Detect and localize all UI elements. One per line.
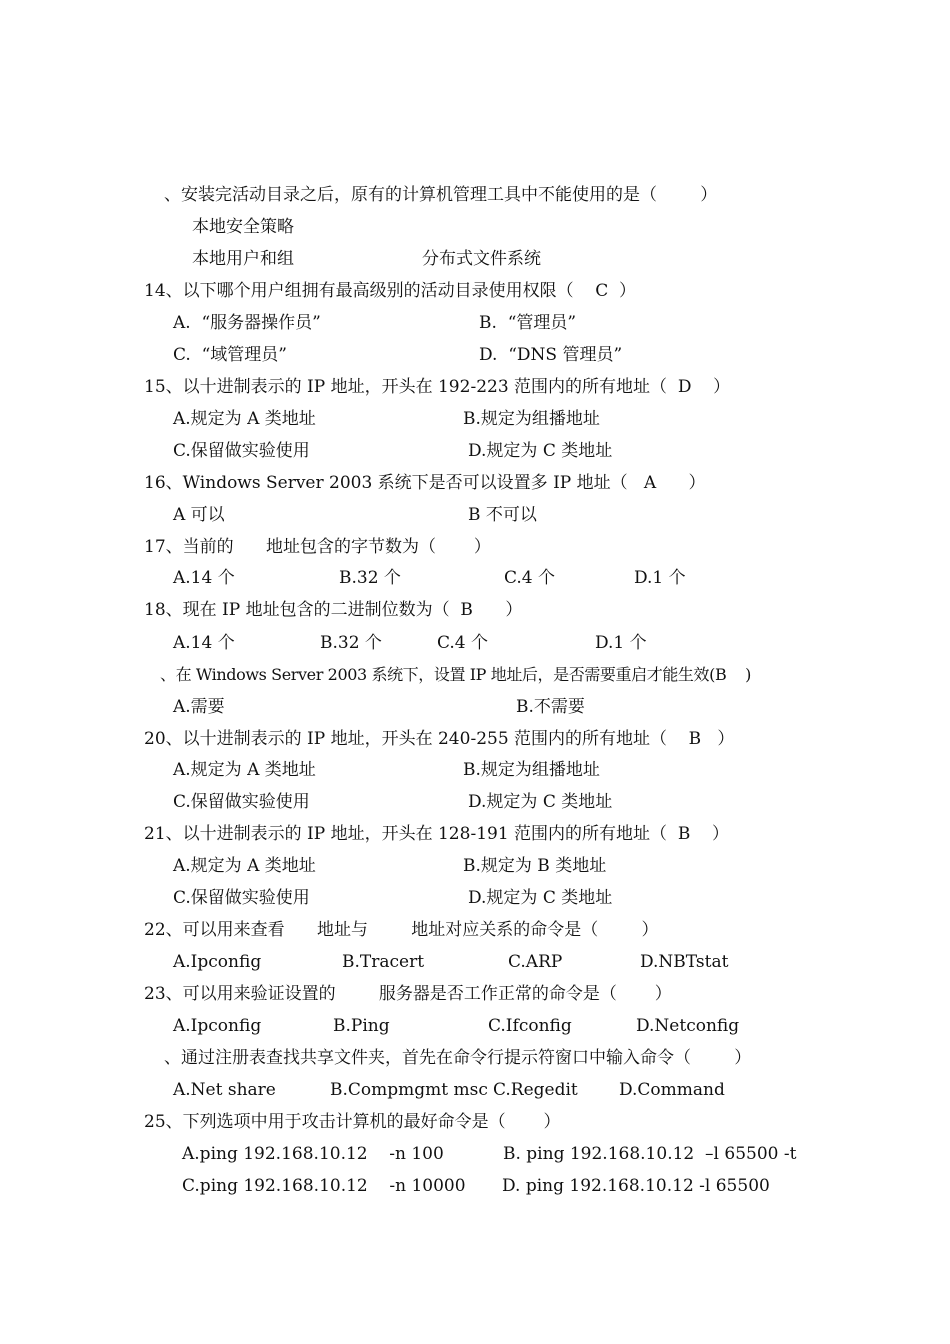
answer-option: B.Compmgmt msc xyxy=(330,1080,488,1100)
answer-option: B. ping 192.168.10.12 –l 65500 -t xyxy=(503,1144,797,1164)
question-stem: 14、以下哪个用户组拥有最高级别的活动目录使用权限（ C ） xyxy=(144,281,637,301)
answer-option: D.Command xyxy=(619,1080,725,1100)
question-stem: 18、现在 IP 地址包含的二进制位数为（ B ） xyxy=(144,600,523,620)
answer-option: A.Ipconfig xyxy=(173,952,262,972)
question-stem: 17、当前的 地址包含的字节数为（ ） xyxy=(144,537,491,557)
answer-option: B.规定为 B 类地址 xyxy=(463,856,607,876)
answer-option: D.NBTstat xyxy=(640,952,729,972)
answer-option: A.需要 xyxy=(173,697,225,717)
answer-option: B.32 个 xyxy=(320,633,382,653)
answer-option: B 不可以 xyxy=(468,505,537,525)
answer-option: D. ping 192.168.10.12 -l 65500 xyxy=(502,1176,770,1196)
question-stem: 22、可以用来查看 地址与 地址对应关系的命令是（ ） xyxy=(144,920,659,940)
answer-option: C.ARP xyxy=(508,952,563,972)
answer-option: A.Net share xyxy=(173,1080,276,1100)
answer-option: C.保留做实验使用 xyxy=(173,888,310,908)
answer-option: A.规定为 A 类地址 xyxy=(173,856,316,876)
answer-option: C.ping 192.168.10.12 -n 10000 xyxy=(182,1176,466,1196)
answer-option: A.14 个 xyxy=(173,568,235,588)
answer-option: D.1 个 xyxy=(634,568,686,588)
answer-option: D.规定为 C 类地址 xyxy=(468,888,613,908)
answer-option: C. “域管理员” xyxy=(173,345,287,365)
answer-option: D.规定为 C 类地址 xyxy=(468,792,613,812)
answer-option: C.4 个 xyxy=(504,568,556,588)
answer-option: B.Tracert xyxy=(342,952,425,972)
question-stem: 、在 Windows Server 2003 系统下，设置 IP 地址后，是否需要重启才能生效(B ) xyxy=(160,665,751,684)
answer-option: 本地安全策略 xyxy=(192,217,294,237)
answer-option: C.Regedit xyxy=(493,1080,578,1100)
answer-option: D.规定为 C 类地址 xyxy=(468,441,613,461)
answer-option: D.Netconfig xyxy=(636,1016,740,1036)
answer-option: A.ping 192.168.10.12 -n 100 xyxy=(182,1144,444,1164)
answer-option: 分布式文件系统 xyxy=(422,249,541,269)
answer-option: B.规定为组播地址 xyxy=(463,409,600,429)
answer-option: A.Ipconfig xyxy=(173,1016,262,1036)
question-stem: 21、以十进制表示的 IP 地址，开头在 128-191 范围内的所有地址（ B ） xyxy=(144,824,729,844)
answer-option: C.保留做实验使用 xyxy=(173,792,310,812)
answer-option: B.不需要 xyxy=(516,697,585,717)
answer-option: B.规定为组播地址 xyxy=(463,760,600,780)
answer-option: A.14 个 xyxy=(173,633,235,653)
answer-option: A.规定为 A 类地址 xyxy=(173,409,316,429)
answer-option: B.32 个 xyxy=(339,568,401,588)
question-stem: 20、以十进制表示的 IP 地址，开头在 240-255 范围内的所有地址（ B ） xyxy=(144,729,735,749)
answer-option: A 可以 xyxy=(173,505,225,525)
question-stem: 、安装完活动目录之后，原有的计算机管理工具中不能使用的是（ ） xyxy=(164,185,718,205)
question-stem: 23、可以用来验证设置的 服务器是否工作正常的命令是（ ） xyxy=(144,984,672,1004)
answer-option: A.规定为 A 类地址 xyxy=(173,760,316,780)
answer-option: D. “DNS 管理员” xyxy=(479,345,623,365)
answer-option: B. “管理员” xyxy=(479,313,577,333)
answer-option: A. “服务器操作员” xyxy=(173,313,321,333)
answer-option: D.1 个 xyxy=(595,633,647,653)
answer-option: C.保留做实验使用 xyxy=(173,441,310,461)
question-stem: 、通过注册表查找共享文件夹，首先在命令行提示符窗口中输入命令（ ） xyxy=(164,1048,752,1068)
question-stem: 15、以十进制表示的 IP 地址，开头在 192-223 范围内的所有地址（ D ） xyxy=(144,377,731,397)
answer-option: B.Ping xyxy=(333,1016,390,1036)
question-stem: 25、下列选项中用于攻击计算机的最好命令是（ ） xyxy=(144,1112,561,1132)
answer-option: 本地用户和组 xyxy=(192,249,294,269)
answer-option: C.Ifconfig xyxy=(488,1016,572,1036)
question-stem: 16、Windows Server 2003 系统下是否可以设置多 IP 地址（ A ） xyxy=(144,473,706,493)
answer-option: C.4 个 xyxy=(437,633,489,653)
